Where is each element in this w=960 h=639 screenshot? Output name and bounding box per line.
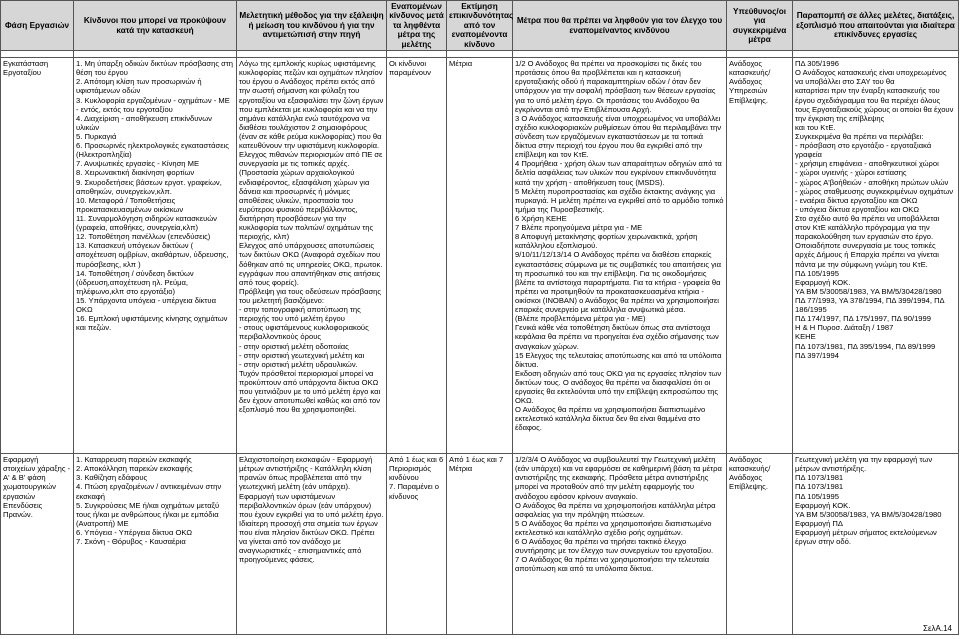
cell-line: - στους υφιστάμενους κυκλοφοριακούς περιβαλλοντικούς όρους bbox=[239, 323, 369, 342]
cell-line: Από 1 έως και 7 Μέτρια bbox=[449, 455, 504, 474]
cell-line: - στην οριστική μελέτη υδραυλικών. bbox=[239, 359, 358, 369]
cell-line: Εκδοση οδηγιών από τους ΟΚΩ για τις εργασίες πλησίον των δικτύων τους. Ο ανάδοχος θα πρέπει να διασφαλίσει ότι οι εργασίες θα εκτελούνται υπό την επίβλεψη εκπροσώπου της ΟΚΩ. bbox=[515, 368, 722, 406]
cell-phase bbox=[1, 454, 74, 635]
cell-line: - πρόσβαση στο εργοτάξιο - εργοταξιακά γραφεία bbox=[795, 141, 932, 160]
cell-line: 6. Υπόγεια - Υπέργεια δίκτυα ΟΚΩ bbox=[76, 527, 193, 537]
cell-line: 5. Συγκρούσεις ΜΕ ή/και οχημάτων μεταξύ τους ή/και με ανθρώπους ή/και με εμπόδια (Ανατροπή) ΜΕ bbox=[76, 500, 220, 528]
cell-line: 9. Σκυροδετήσεις βάσεων εργοτ. γραφείων, αποθηκών, συνεργείων,κλπ. bbox=[76, 177, 222, 196]
cell-line: - χώρος Α'βοήθειών - αποθήκη πρώτων υλών bbox=[795, 177, 949, 187]
cell-line: ΠΔ 105/1995 bbox=[795, 268, 839, 278]
cell-line: Γεωτεχνική μελέτη για την εφαρμογή των μέτρων αντιστήριξης. bbox=[795, 455, 933, 474]
cell-line: Εφαρμογή μέτρων σήματος εκτελούμενων έργων στην οδό. bbox=[795, 527, 937, 547]
cell-line: Εγκατάσταση Εργοταξίου bbox=[3, 59, 49, 78]
cell-line: 13. Κατασκευή υπόγειων δικτύων ( αποχέτευση ομβρίων, ακαθάρτων, ύδρευσης, πυρόσβεσης, κλπ ) bbox=[76, 241, 229, 269]
cell-line: 16. Εμπλοκή υφιστάμενης κίνησης οχημάτων και πεζών. bbox=[76, 314, 228, 333]
cell-line: Από 1 έως και 6 Περιορισμός κινδύνου bbox=[389, 455, 444, 483]
cell-phase bbox=[1, 58, 74, 454]
cell-hazards bbox=[74, 454, 237, 635]
cell-line: Εφαρμογή ΚΟΚ. bbox=[795, 277, 851, 287]
header-residual: Εναπομένων κίνδυνος μετά τα ληφθέντα μέτρα της μελέτης bbox=[387, 1, 447, 51]
cell-method bbox=[237, 58, 387, 454]
header-responsible: Υπεύθυνος/οι για συγκεκριμένα μέτρα bbox=[727, 1, 793, 51]
cell-line: 5 Ο Ανάδοχος θα πρέπει να χρησιμοποιήσει διαπιστωμένο εκτελεστικό και κατάλληλο σχέδιο ροής οχημάτων. bbox=[515, 518, 712, 537]
cell-line: 4. Πτώση εργαζομένων / αντικειμένων στην εκσκαφή bbox=[76, 482, 222, 501]
cell-line: Τυχόν πρόσθετοί περιορισμοί μπορεί να προκύπτουν από υπάρχοντα δίκτυα ΟΚΩ που γειτνιάζουν με το υπό μελέτη έργο και δεν έχουν αποτυπωθεί καθώς και από τον εξοπλισμό που θα χρησιμοποιηθεί. bbox=[239, 368, 381, 415]
cell-line: ΠΔ 397/1994 bbox=[795, 350, 839, 360]
table-row bbox=[1, 454, 959, 635]
cell-line: 6 Ο Ανάδοχος θα πρέπει να τηρήσει τακτικό έλεγχο συντήρησης με τον έλεγχο των συνεργείων του εργοταξίου. bbox=[515, 537, 714, 556]
cell-line: Στο σχέδιο αυτό θα πρέπει να υποβάλλεται στον ΚτΕ κατάλληλο πρόγραμμα για την παρακολούθηση των εργασιών στο έργο. bbox=[795, 213, 940, 242]
cell-line: ΠΔ 305/1996 bbox=[795, 59, 839, 69]
cell-line: Ο Ανάδοχος θα πρέπει να χρησιμοποιήσει διαπιστωμένο εκτελεστικό κατάλληλα δίκτυα δεν θα είναι θαμμένα στο έδαφος. bbox=[515, 405, 706, 433]
spacer-row bbox=[1, 51, 959, 58]
cell-rating bbox=[447, 58, 513, 454]
cell-responsible bbox=[727, 58, 793, 454]
cell-line: 1/2 Ο Ανάδοχος θα πρέπει να προσκομίσει τις δικές του προτάσεις όπου θα προβλέπεται και η κατασκευή εργοταξιακής οδού ή παρακαμπτηρίων οδών / όταν δεν υπάρχουν για την ασφαλή πρόσβαση των θέσεων εργασίας για το υπό μελέτη έργο. Οι προτάσεις του Ανάδοχου θα εγκρίνονται από την Επιβλέπουσα Αρχή. bbox=[515, 59, 716, 114]
cell-line: Λόγω της εμπλοκής κυρίως υφιστάμενης κυκλοφορίας πεζών και οχημάτων πλησίον του έργου ο Ανάδοχος πρέπει εκτός από την σωστή σήμανση και φύλαξη του εργοταξίου να εξασφαλίσει την ζώνη έργων που εμπλέκεται με κυκλοφορία και να την σημάνει κατάλληλα ενώ ταυτόχρονα να διαθέσει τουλάχιστον 2 σημαιοφόρους (έναν σε κάθε ρεύμα κυκλοφορίας) που θα κατευθύνουν την υφιστάμενη κυκλοφορία. bbox=[239, 59, 384, 151]
cell-line: Ανάδοχος bbox=[729, 77, 763, 87]
cell-line: 12. Τοποθέτηση πανέλλων (επενδύσεις) bbox=[76, 232, 211, 242]
cell-line: 4. Διαχείριση - αποθήκευση επικίνδυνων υλικών bbox=[76, 113, 212, 132]
cell-line: 8. Χειρωνακτική διακίνηση φορτίων bbox=[76, 168, 195, 178]
cell-line: Εφαρμογή ΚΟΚ. bbox=[795, 500, 851, 510]
header-method: Μελετητική μέθοδος για την εξάλειψη ή μείωση του κινδύνου ή για την αντιμετώπισή στην πηγή bbox=[237, 1, 387, 51]
cell-measures bbox=[513, 454, 727, 635]
cell-responsible bbox=[727, 454, 793, 635]
cell-line: 4 Προμήθεια - χρήση όλων των απαραίτητων οδηγιών από τα δελτία ασφάλειας των υλικών που εγκρίνουν επικινδυνότητα κατά την χρήση - αποθήκευση τους (MSDS). bbox=[515, 159, 722, 187]
cell-line: ΚΕΗΕ bbox=[795, 332, 816, 342]
cell-line: Η & Η Πυροσ. Διάταξη / 1987 bbox=[795, 323, 894, 333]
cell-line: - χρήσιμη επιφάνεια - αποθηκευτικοί χώροι bbox=[795, 159, 939, 169]
cell-line: ΠΔ 1073/1981 bbox=[795, 473, 844, 483]
cell-line: 3 Ο Ανάδοχος κατασκευής είναι υποχρεωμένος να υποβάλλει σχέδιο κυκλοφοριακών ρυθμίσεων όπου θα περιλαμβάνει την σύνδεση των εργαζόμενων εγκαταστάσεων με τα τοπικά δίκτυα στην περιοχή του έργου που θα εγκριθεί από την επίβλεψη και τον ΚτΕ. bbox=[515, 113, 721, 160]
cell-line: 6. Προσωρινές ηλεκτρολογικές εγκαταστάσεις (Ηλεκτροπληξία) bbox=[76, 141, 229, 160]
cell-line: Επίβλεψης. bbox=[729, 482, 768, 492]
cell-line: ΠΔ 174/1997, ΠΔ 175/1997, ΠΔ 90/1999 bbox=[795, 314, 931, 324]
cell-line: 10. Μεταφορά / Τοποθετήσεις προκατασκευασμένων οικίσκων bbox=[76, 195, 184, 214]
cell-line: 1. Μη ύπαρξη οδικών δικτύων πρόσβασης στη θέση του έργου bbox=[76, 59, 234, 78]
cell-line: Ο Ανάδοχος κατασκευής είναι υποχρεωμένος να υποβάλλει στο ΣΑΥ του θα bbox=[795, 68, 947, 87]
cell-line: Επενδύσεις Πρανών. bbox=[3, 500, 43, 519]
cell-line: ΥΑ ΒΜ 5/30058/1983, ΥΑ ΒΜ/5/30428/1980 bbox=[795, 286, 942, 296]
cell-line: ΠΔ 1073/1981, ΠΔ 395/1994, ΠΔ 89/1999 bbox=[795, 341, 936, 351]
cell-line: 14. Τοποθέτηση / σύνδεση δικτύων (ύδρευση,αποχέτευση ηλ. Ρεύμα, τηλέφωνο,κλπ στο εργοτάξιο) bbox=[76, 268, 194, 296]
cell-line: Υπηρεσιών bbox=[729, 86, 768, 96]
cell-line: 8 Αποφυγή μετακίνησης φορτίων χειρωνακτικά, χρήση κατάλληλου εξοπλισμού. bbox=[515, 232, 698, 251]
cell-line: Πρόβλεψη για τους οδεύσεων πρόσβασης του μελετητή βασιζόμενο: bbox=[239, 286, 382, 305]
cell-line: 2. Απότομη κλίση των προσωρινών ή υφιστάμενων οδών bbox=[76, 77, 202, 96]
cell-line: 5 Μελέτη πυροπροστασίας και σχέδιο έκτακτης ανάγκης για πυρκαγιά. Η μελέτη πρέπει να εγκριθεί από το αρμόδιο τοπικό τμήμα της Πυροσβεστικής. bbox=[515, 186, 724, 214]
cell-residual bbox=[387, 58, 447, 454]
cell-line: Ελαχιστοποίηση εκσκαφών - Εφαρμογή μέτρων αντιστήριξης - Κατάλληλη κλίση πρανών όπως προβλέπεται από την γεωτεχνική μελέτη (εάν υπάρχει). bbox=[239, 455, 373, 492]
cell-line: Ο Ανάδοχος θα πρέπει να χρησιμοποιήσει κατάλληλα μέτρα ασφαλείας για την πρόληψη πτώσεων. bbox=[515, 500, 716, 519]
header-references: Παραπομπή σε άλλες μελέτες, διατάξεις, εξοπλισμό που απαιτούνται για ιδιαίτερα επικίνδυνες εργασίες bbox=[793, 1, 959, 51]
cell-line: Ελεγχος από υπάρχουσες αποτυπώσεις των δικτύων ΟΚΩ (Αναφορά σχεδίων που δόθηκαν από τις υπηρεσίες ΟΚΩ, πρωτοκ. εγγράφων που απαντήθηκαν στις αιτήσεις από τους φορείς). bbox=[239, 241, 383, 287]
header-phase: Φάση Εργασιών bbox=[1, 1, 74, 51]
cell-line: - στην οριστική γεωτεχνική μελέτη και bbox=[239, 350, 365, 360]
cell-line: - στην οριστική μελέτη οδοποιίας bbox=[239, 341, 349, 351]
cell-line: 9/10/11/12/13/14 Ο Ανάδοχος πρέπει να διαθέσει επαρκείς εγκαταστάσεις σύμφωνα με τις συμβατικές του απαιτήσεις για τη προσωπικό του και την επίβλεψη. Για τις οικοδομήσεις βλέπε τα αντίστοιχα παραρτήματα. Για τα κτήρια - γραφεία θα πρέπει να προτιμηθούν τα προκατασκευασμένα κτήρια - οικίσκοι (ΙΝΟΒΑΝ) ο Ανάδοχος θα πρέπει να χρησιμοποιήσει επαρκές συνεργείο με κατάλληλα ανυψωτικά μέσα. bbox=[515, 250, 721, 315]
cell-line: ΠΔ 1073/1981 bbox=[795, 482, 844, 492]
cell-line: Εφαρμογή των υφιστάμενων περιβαλλοντικών όρων (εάν υπάρχουν) που έχουν εγκριθεί για το υπό μελέτη έργο. bbox=[239, 491, 384, 519]
cell-line: Συγκεκριμένα θα πρέπει να περιλάβει: bbox=[795, 131, 924, 141]
cell-line: 11. Συναρμολόγηση σιδηρών κατασκευών (γραφεία, αποθήκες, συνεργεία,κλπ) bbox=[76, 213, 217, 233]
cell-line: Επίβλεψης. bbox=[729, 95, 768, 105]
cell-line: ΥΑ ΒΜ 5/30058/1983, ΥΑ ΒΜ/5/30428/1980 bbox=[795, 509, 942, 519]
cell-line: Εφαρμογή ΠΔ bbox=[795, 518, 843, 528]
cell-line: - χώρος σταθμευσης συγκεκριμένων οχημάτων bbox=[795, 186, 954, 196]
cell-measures bbox=[513, 58, 727, 454]
cell-line: Ανάδοχος κατασκευής/ bbox=[729, 455, 771, 474]
page-number: ΣελΑ.14 bbox=[923, 624, 952, 633]
cell-line: 3. Καθίζηση εδάφους bbox=[76, 473, 148, 483]
cell-line: 15 Ελεγχος της τελευταίας αποτύπωσης και από τα υπόλοιπα δίκτυα. bbox=[515, 350, 722, 369]
cell-line: 5. Πυρκαγιά bbox=[76, 131, 117, 141]
cell-line: 7. Σκόνη - Θόρυβος - Καυσαέρια bbox=[76, 537, 186, 547]
cell-line: ΠΔ 77/1993, ΥΑ 378/1994, ΠΔ 399/1994, ΠΔ 186/1995 bbox=[795, 295, 945, 315]
cell-rating bbox=[447, 454, 513, 635]
cell-line: 2. Αποκόλληση παρειών εκσκαφής bbox=[76, 464, 193, 474]
cell-line: Οποιαδήποτε συνεργασία με τους τοπικές αρχές Δήμους ή Επαρχία πρέπει να γίνεται πάντα με την σύμφωνη γνώμη του ΚτΕ. bbox=[795, 241, 939, 269]
cell-residual bbox=[387, 454, 447, 635]
cell-line: Ιδιαίτερη προσοχή στα σημεία των έργων που είναι πλησίον δικτύων ΟΚΩ. Πρέπει να γίνεται από τον ανάδοχο με αναγνωριστικές - επισημαντικές από προηγούμενες φάσεις. bbox=[239, 518, 378, 565]
cell-references bbox=[793, 454, 959, 635]
cell-line: - στην τοπογραφική αποτύπωση της περιοχής του υπό μελέτη έργου bbox=[239, 305, 361, 324]
cell-line: (Προστασία χώρων αρχαιολογικού ενδιαφέροντος, εξασφάλιση χώρων για δάνεια και προσωρινές ή μόνιμες αποθέσεις υλικών, προστασία του ευρύτερου φυσικού περιβάλλοντος, διατήρηση προσβάσεων για την κυκλοφορία των πολιτών/ οχημάτων της περιοχής, κλπ) bbox=[239, 168, 374, 242]
cell-line: ΠΔ 105/1995 bbox=[795, 491, 839, 501]
cell-line: Ελεγχος πιθανών περιορισμών από ΠΕ σε συνεργασία με τις τοπικές αρχές. bbox=[239, 150, 383, 169]
cell-line: Ανάδοχος bbox=[729, 473, 763, 483]
cell-line: 15. Υπάρχοντα υπόγεια - υπέργεια δίκτυα ΟΚΩ bbox=[76, 295, 216, 315]
header-measures: Μέτρα που θα πρέπει να ληφθούν για τον έλεγχο του εναπομείναντος κινδύνου bbox=[513, 1, 727, 51]
cell-method bbox=[237, 454, 387, 635]
cell-line: 7 Βλέπε προηγούμενα μέτρα για - ΜΕ bbox=[515, 223, 643, 233]
header-rating: Εκτίμηση επικινδυνότητας από τον εναπομένοντα κίνδυνο bbox=[447, 1, 513, 51]
cell-line: 1. Καταρρευση παρειών εκσκαφής bbox=[76, 455, 192, 465]
header-hazards: Κίνδυνοι που μπορεί να προκύψουν κατά την κατασκευή bbox=[74, 1, 237, 51]
cell-line: 6 Χρήση ΚΕΗΕ bbox=[515, 213, 567, 223]
cell-line: 7. Ανυψωτικές εργασίες - Κίνηση ΜΕ bbox=[76, 159, 200, 169]
cell-line: Μέτρια bbox=[449, 59, 473, 69]
cell-line: - υπόγεια δίκτυα εργοταξίου και ΟΚΩ bbox=[795, 204, 919, 214]
cell-line: 7. Παραμένει ο κίνδυνος bbox=[389, 482, 439, 501]
cell-line: Οι κίνδυνοι παραμένουν bbox=[389, 59, 431, 78]
cell-line: 3. Κυκλοφορία εργαζομένων - οχημάτων - ΜΕ - εντός, εκτός του εργοταξίου bbox=[76, 95, 230, 114]
cell-line: - χώροι υγιεινής - χώροι εστίασης bbox=[795, 168, 907, 178]
table-row bbox=[1, 58, 959, 454]
cell-line: Εφαρμογή στοιχείων χάραξης - Α' & Β' φάση χωματουργικών εργασιών bbox=[3, 455, 71, 501]
cell-line: 1/2/3/4 Ο Ανάδοχος να συμβουλευτεί την Γεωτεχνική μελέτη (εάν υπάρχει) και να εφαρμόσει σε καθημερινή βάση τα μέτρα αντιστήριξης της εκσκαφής. Πρόσθετα μέτρα αντιστήριξης μπορεί να προταθούν από την μελέτη εφαρμογής του ανάδοχου εφόσον κρίνουν αναγκαίο. bbox=[515, 455, 722, 501]
cell-line: Γενικά κάθε νέα τοποθέτηση δικτύων όπως στα αντίστοιχα κεφάλαια θα πρέπει να προηγείται ένα σχέδιο σήμανσης των αναγκαίων χώρων. bbox=[515, 323, 719, 351]
cell-line: (Βλέπε προβλεπόμενα μέτρα για - ΜΕ) bbox=[515, 314, 646, 324]
cell-line: Ανάδοχος κατασκευής/ bbox=[729, 59, 771, 78]
cell-line: 7 Ο Ανάδοχος θα πρέπει να χρησιμοποιήσει την τελευταία αποτύπωση και από τα υπόλοιπα δίκτυα. bbox=[515, 555, 710, 574]
cell-line: καταρτίσει πριν την έναρξη κατασκευής του έργου σχεδιάγραμμα του θα περιέχει όλους τους Εργοταξιακούς χώρους οι οποίοι θα έχουν την έγκριση της επίβλεψης bbox=[795, 86, 954, 123]
cell-references bbox=[793, 58, 959, 454]
header-row bbox=[1, 1, 959, 51]
cell-line: - εναέρια δίκτυα εργοταξίου και ΟΚΩ bbox=[795, 195, 918, 205]
cell-hazards bbox=[74, 58, 237, 454]
cell-line: και του ΚτΕ. bbox=[795, 122, 836, 132]
